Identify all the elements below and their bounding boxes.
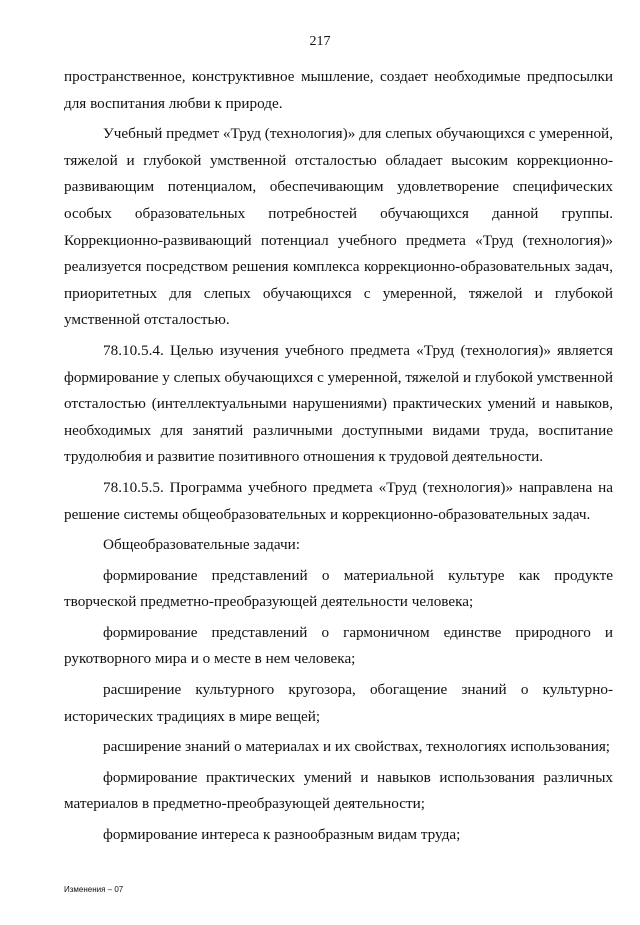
task-item: формирование представлений о гармоничном единстве природного и рукотворного мира и о месте в нем человека;: [64, 623, 613, 668]
paragraph-subject-potential: Учебный предмет «Труд (технология)» для слепых обучающихся с умеренной, тяжелой и глубокой умственной отсталостью обладает высоким коррекционно-развивающим потенциалом, обеспечивающим удовлетворение специфических особых образовательных потребностей обучающихся данной группы. Коррекционно-развивающий потенциал учебного предмета «Труд (технология)» реализуется посредством решения комплекса коррекционно-образовательных задач, приоритетных для слепых обучающихся с умеренной, тяжелой и глубокой умственной отсталостью.: [64, 125, 613, 329]
paragraph-continuation: пространственное, конструктивное мышление, создает необходимые предпосылки для воспитания любви к природе.: [64, 68, 613, 112]
task-item: формирование представлений о материальной культуре как продукте творческой предметно-преобразующей деятельности человека;: [64, 566, 613, 611]
task-item: расширение культурного кругозора, обогащение знаний о культурно-исторических традициях в мире вещей;: [64, 681, 613, 725]
paragraph-general-tasks-heading: Общеобразовательные задачи:: [103, 536, 300, 554]
task-item: формирование интереса к разнообразным видам труда;: [103, 826, 461, 844]
task-item: расширение знаний о материалах и их свойствах, технологиях использования;: [103, 738, 611, 756]
page-number: 217: [309, 34, 331, 49]
footer-revision-note: Изменения – 07: [64, 885, 124, 894]
paragraph-78-10-5-4: 78.10.5.4. Целью изучения учебного предмета «Труд (технология)» является формирование у слепых обучающихся с умеренной, тяжелой и глубокой умственной отсталостью (интеллектуальными нарушениями) практических умений и навыков, необходимых для занятий различными доступными видами труда, воспитание трудолюбия и развитие позитивного отношения к трудовой деятельности.: [64, 341, 613, 466]
paragraph-78-10-5-5: 78.10.5.5. Программа учебного предмета «Труд (технология)» направлена на решение системы общеобразовательных и коррекционно-образовательных задач.: [64, 478, 613, 523]
document-body: [64, 64, 613, 853]
task-item: формирование практических умений и навыков использования различных материалов в предметно-преобразующей деятельности;: [64, 768, 613, 813]
